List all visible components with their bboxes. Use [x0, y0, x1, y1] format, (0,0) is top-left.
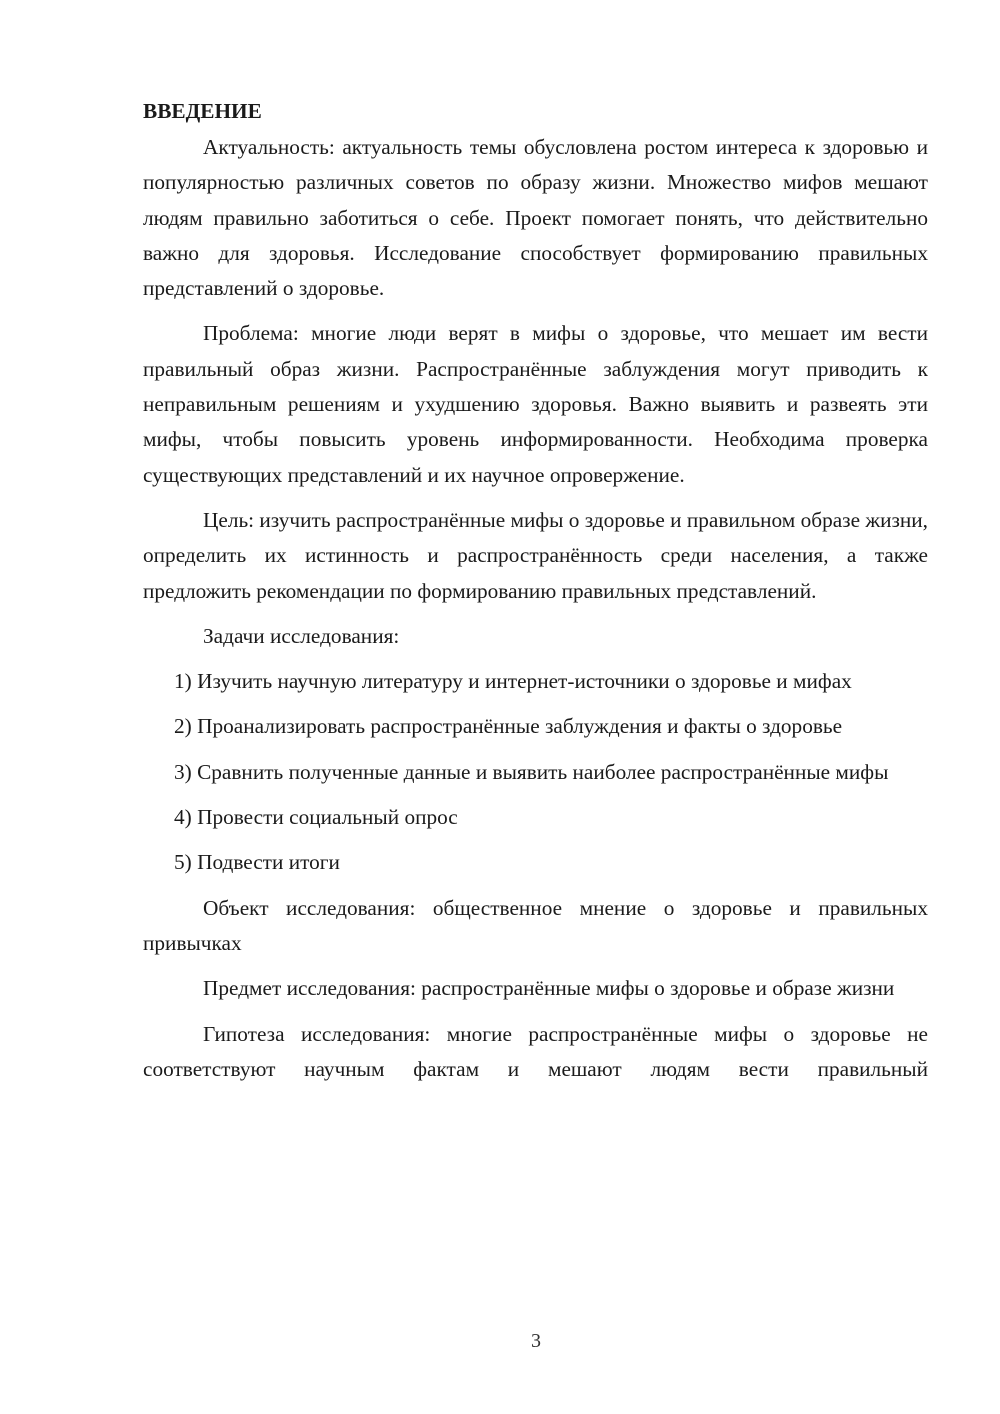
- document-page: [143, 92, 928, 1087]
- task-item-3: 3) Сравнить полученные данные и выявить наиболее распространённые мифы: [174, 759, 889, 784]
- problem-paragraph: Проблема: многие люди верят в мифы о здоровье, что мешает им вести правильный образ жизни. Распространённые заблуждения могут приводить к неправильным решениям и ухудшению здоровья. Важно выявить и развеять эти мифы, чтобы повысить уровень информированности. Необходима проверка существующих представлений и их научное опровержение.: [143, 321, 928, 487]
- task-item-4: 4) Провести социальный опрос: [174, 805, 458, 830]
- object-paragraph: Объект исследования: общественное мнение о здоровье и правильных привычках: [143, 895, 928, 955]
- subject-paragraph: Предмет исследования: распространённые мифы о здоровье и образе жизни: [203, 976, 895, 1001]
- page-number: 3: [531, 1330, 541, 1352]
- relevance-paragraph: Актуальность: актуальность темы обусловлена ростом интереса к здоровью и популярностью различных советов по образу жизни. Множество мифов мешают людям правильно заботиться о себе. Проект помогает понять, что действительно важно для здоровья. Исследование способствует формированию правильных представлений о здоровье.: [143, 135, 928, 301]
- hypothesis-paragraph: Гипотеза исследования: многие распространённые мифы о здоровье не соответствуют научным фактам и мешают людям вести правильный: [143, 1021, 928, 1081]
- task-item-1: 1) Изучить научную литературу и интернет-источники о здоровье и мифах: [174, 669, 852, 694]
- tasks-heading: Задачи исследования:: [203, 623, 400, 648]
- task-item-5: 5) Подвести итоги: [174, 850, 340, 875]
- goal-paragraph: Цель: изучить распространённые мифы о здоровье и правильном образе жизни, определить их истинность и распространённость среди населения, а также предложить рекомендации по формированию правильных представлений.: [143, 507, 929, 603]
- section-title: ВВЕДЕНИЕ: [143, 99, 262, 123]
- task-item-2: 2) Проанализировать распространённые заблуждения и факты о здоровье: [174, 714, 843, 739]
